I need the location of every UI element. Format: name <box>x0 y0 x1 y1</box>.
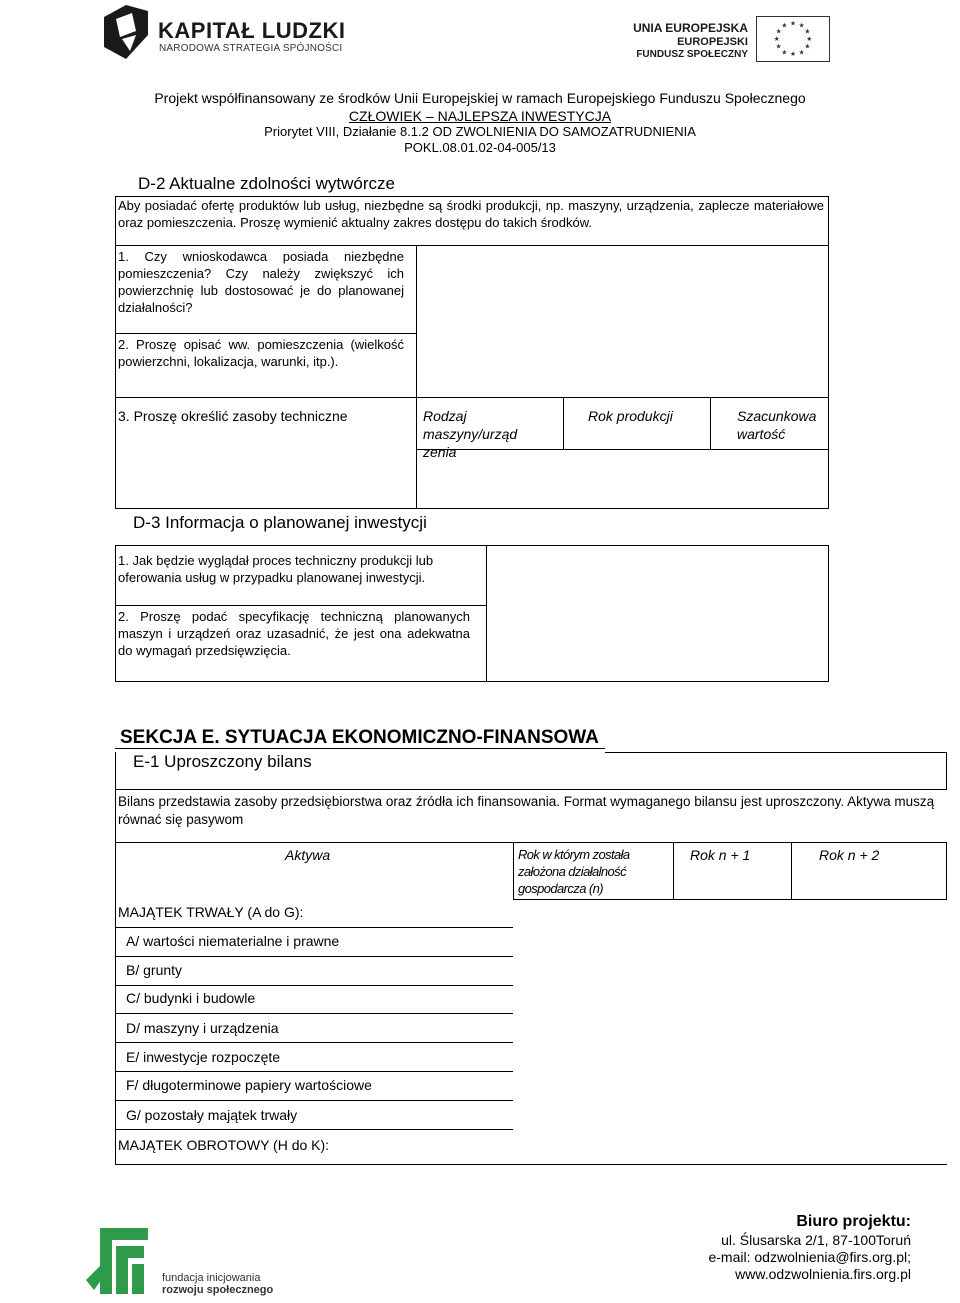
project-code: POKL.08.01.02-04-005/13 <box>404 140 556 155</box>
row-fixed-assets: MAJĄTEK TRWAŁY (A do G): <box>118 904 304 920</box>
row-land: B/ grunty <box>126 962 183 978</box>
firs-line1: fundacja inicjowania <box>162 1272 261 1284</box>
project-motto: CZŁOWIEK – NAJLEPSZA INWESTYCJA <box>348 108 612 124</box>
d2-question-1: 1. Czy wnioskodawca posiada niezbędne pomieszczenia? Czy należy zwiększyć ich powierzchnię lub dostosować je do planowanej działalności? <box>118 249 404 315</box>
row-other-fixed: G/ pozostały majątek trwały <box>126 1107 298 1123</box>
svg-text:★: ★ <box>775 42 782 51</box>
firs-line2: rozwoju społecznego <box>162 1284 274 1296</box>
office-email[interactable]: e-mail: odzwolnienia@firs.org.pl; <box>708 1249 911 1265</box>
col-production-year: Rok produkcji <box>588 408 673 424</box>
d2-title: D-2 Aktualne zdolności wytwórcze <box>138 174 396 193</box>
office-address: ul. Ślusarska 2/1, 87-100Toruń <box>721 1232 911 1248</box>
eu-line3: FUNDUSZ SPOŁECZNY <box>636 49 748 60</box>
svg-text:★: ★ <box>798 48 805 57</box>
svg-text:★: ★ <box>781 21 788 30</box>
eu-line2: EUROPEJSKI <box>677 36 748 48</box>
svg-text:★: ★ <box>804 27 811 36</box>
col-machine-type: Rodzaj maszyny/urząd zenia <box>423 408 518 460</box>
d2-intro: Aby posiadać ofertę produktów lub usług, niezbędne są środki produkcji, np. maszyny, urządzenia, zaplecze materiałowe oraz pomieszczenia. Proszę wymienić aktualny zakres dostępu do takich środków. <box>118 198 824 230</box>
svg-text:★: ★ <box>804 42 811 51</box>
office-www[interactable]: www.odzwolnienia.firs.org.pl <box>735 1266 911 1282</box>
eu-logo <box>633 16 830 64</box>
row-current-assets: MAJĄTEK OBROTOWY (H do K): <box>118 1137 330 1153</box>
project-line: Projekt współfinansowany ze środków Unii Europejskiej w ramach Europejskiego Funduszu Społecznego <box>154 90 806 106</box>
d3-question-2: 2. Proszę podać specyfikację techniczną planowanych maszyn i urządzeń oraz uzasadnić, że jest ona adekwatna do wymagań przedsięwzięcia. <box>118 609 470 658</box>
row-machinery: D/ maszyny i urządzenia <box>126 1020 279 1036</box>
d3-question-1: 1. Jak będzie wyglądał proces techniczny produkcji lub oferowania usług w przypadku planowanej inwestycji. <box>118 553 434 585</box>
kl-subtitle: NARODOWA STRATEGIA SPÓJNOŚCI <box>159 43 343 54</box>
row-intangible: A/ wartości niematerialne i prawne <box>126 933 340 949</box>
row-buildings: C/ budynki i budowle <box>126 990 256 1006</box>
row-investments: E/ inwestycje rozpoczęte <box>126 1049 281 1065</box>
e1-title: E-1 Uproszczony bilans <box>133 752 312 771</box>
row-securities: F/ długoterminowe papiery wartościowe <box>126 1077 372 1093</box>
col-estimated-value: Szacunkowa wartość <box>737 408 817 442</box>
col-year-founded: Rok w którym została założona działalność gospodarcza (n) <box>518 847 630 896</box>
d2-question-2: 2. Proszę opisać ww. pomieszczenia (wielkość powierzchni, lokalizacja, warunki, itp.). <box>118 337 404 369</box>
office-title: Biuro projektu: <box>796 1213 911 1230</box>
svg-text:★: ★ <box>773 34 780 43</box>
eu-line1: UNIA EUROPEJSKA <box>633 21 748 35</box>
svg-text:★: ★ <box>798 21 805 30</box>
svg-text:★: ★ <box>781 48 788 57</box>
kapital-ludzki-emblem-icon <box>102 5 150 59</box>
d3-title: D-3 Informacja o planowanej inwestycji <box>133 513 427 532</box>
svg-text:★: ★ <box>790 50 796 59</box>
project-priority: Priorytet VIII, Działanie 8.1.2 OD ZWOLNIENIA DO SAMOZATRUDNIENIA <box>264 124 696 139</box>
svg-text:★: ★ <box>775 27 782 36</box>
svg-text:★: ★ <box>790 19 796 28</box>
firs-emblem-icon <box>80 1220 160 1302</box>
kl-title: KAPITAŁ LUDZKI <box>158 18 346 43</box>
section-e-title: SEKCJA E. SYTUACJA EKONOMICZNO-FINANSOWA <box>120 727 599 748</box>
firs-logo <box>80 1220 274 1302</box>
col-year-n2: Rok n + 2 <box>819 847 880 863</box>
col-year-n1: Rok n + 1 <box>690 847 751 863</box>
kapital-ludzki-logo <box>102 5 346 61</box>
eu-flag-icon <box>756 16 830 62</box>
col-assets: Aktywa <box>285 847 331 863</box>
d2-question-3: 3. Proszę określić zasoby techniczne <box>118 408 348 424</box>
svg-text:★: ★ <box>806 34 813 43</box>
e1-intro: Bilans przedstawia zasoby przedsiębiorstwa oraz źródła ich finansowania. Format wymaganego bilansu jest uproszczony. Aktywa muszą równać się pasywom <box>118 794 935 827</box>
